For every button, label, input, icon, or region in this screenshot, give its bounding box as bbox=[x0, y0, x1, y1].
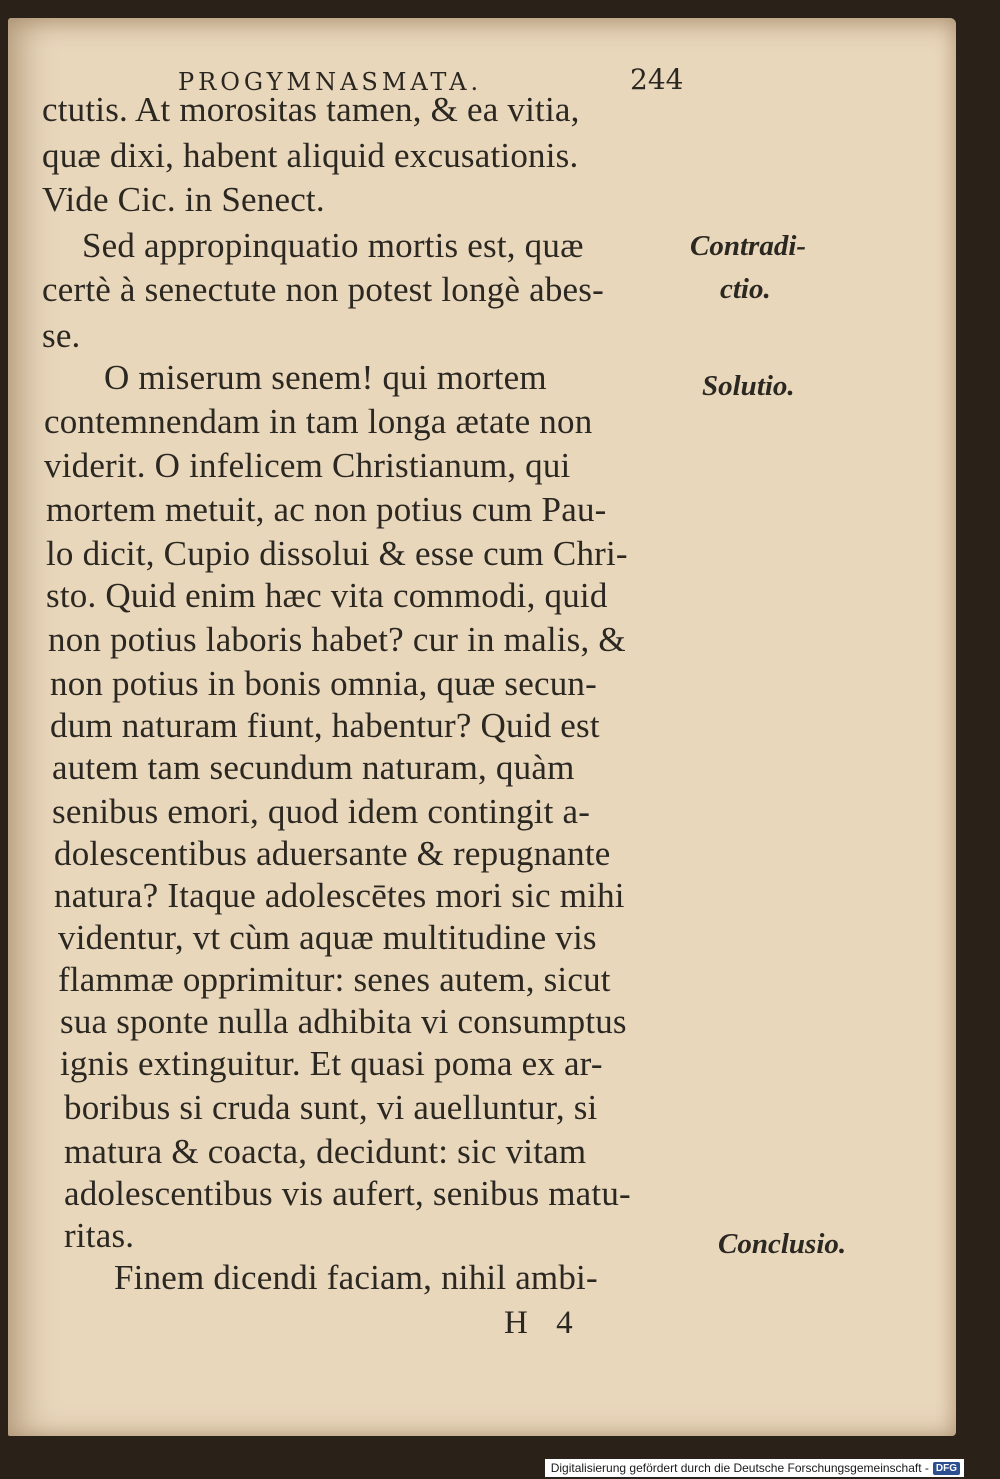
text-line: se. bbox=[42, 316, 81, 355]
text-line: contemnendam in tam longa ætate non bbox=[44, 402, 593, 441]
text-line: flammæ opprimitur: senes autem, sicut bbox=[58, 960, 611, 999]
text-line: sua sponte nulla adhibita vi consumptus bbox=[60, 1002, 627, 1041]
text-line: adolescentibus vis aufert, senibus matu- bbox=[64, 1174, 631, 1213]
text-line: ignis extinguitur. Et quasi poma ex ar- bbox=[60, 1044, 603, 1083]
text-line: matura & coacta, decidunt: sic vitam bbox=[64, 1132, 587, 1171]
marginal-note-conclusio: Conclusio. bbox=[718, 1228, 847, 1260]
text-line: autem tam secundum naturam, quàm bbox=[52, 748, 575, 787]
text-line: lo dicit, Cupio dissolui & esse cum Chri- bbox=[46, 534, 628, 573]
text-line: Vide Cic. in Senect. bbox=[42, 180, 325, 219]
text-line: Sed appropinquatio mortis est, quæ bbox=[82, 226, 584, 265]
text-line: natura? Itaque adolescētes mori sic mihi bbox=[54, 876, 625, 915]
text-line: viderit. O infelicem Christianum, qui bbox=[44, 446, 571, 485]
text-line: quæ dixi, habent aliquid excusationis. bbox=[42, 136, 579, 175]
text-line: sto. Quid enim hæc vita commodi, quid bbox=[46, 576, 608, 615]
text-line: senibus emori, quod idem contingit a- bbox=[52, 792, 591, 831]
text-line: certè à senectute non potest longè abes- bbox=[42, 270, 604, 309]
text-line: ritas. bbox=[64, 1216, 135, 1255]
text-line: boribus si cruda sunt, vi auelluntur, si bbox=[64, 1088, 598, 1127]
text-line: non potius laboris habet? cur in malis, & bbox=[48, 620, 626, 659]
text-line: videntur, vt cùm aquæ multitudine vis bbox=[58, 918, 597, 957]
running-head: PROGYMNASMATA. bbox=[178, 68, 483, 96]
text-line: ctutis. At morositas tamen, & ea vitia, bbox=[42, 90, 580, 129]
signature-mark: H 4 bbox=[504, 1305, 583, 1341]
marginal-note-contradictio-cont: ctio. bbox=[720, 273, 771, 305]
dfg-logo-icon: DFG bbox=[933, 1462, 960, 1475]
credit-text: Digitalisierung gefördert durch die Deutsche Forschungsgemeinschaft - bbox=[550, 1461, 929, 1475]
page-number: 244 bbox=[630, 63, 684, 96]
text-line: non potius in bonis omnia, quæ secun- bbox=[50, 664, 597, 703]
text-line: dum naturam fiunt, habentur? Quid est bbox=[50, 706, 600, 745]
marginal-note-solutio: Solutio. bbox=[702, 370, 795, 402]
text-line: Finem dicendi faciam, nihil ambi- bbox=[114, 1258, 598, 1297]
text-line: O miserum senem! qui mortem bbox=[104, 358, 547, 397]
book-page bbox=[8, 18, 956, 1436]
marginal-note-contradictio: Contradi- bbox=[690, 230, 807, 262]
digitization-credit bbox=[545, 1459, 964, 1477]
text-line: mortem metuit, ac non potius cum Pau- bbox=[46, 490, 607, 529]
text-line: dolescentibus aduersante & repugnante bbox=[54, 834, 611, 873]
